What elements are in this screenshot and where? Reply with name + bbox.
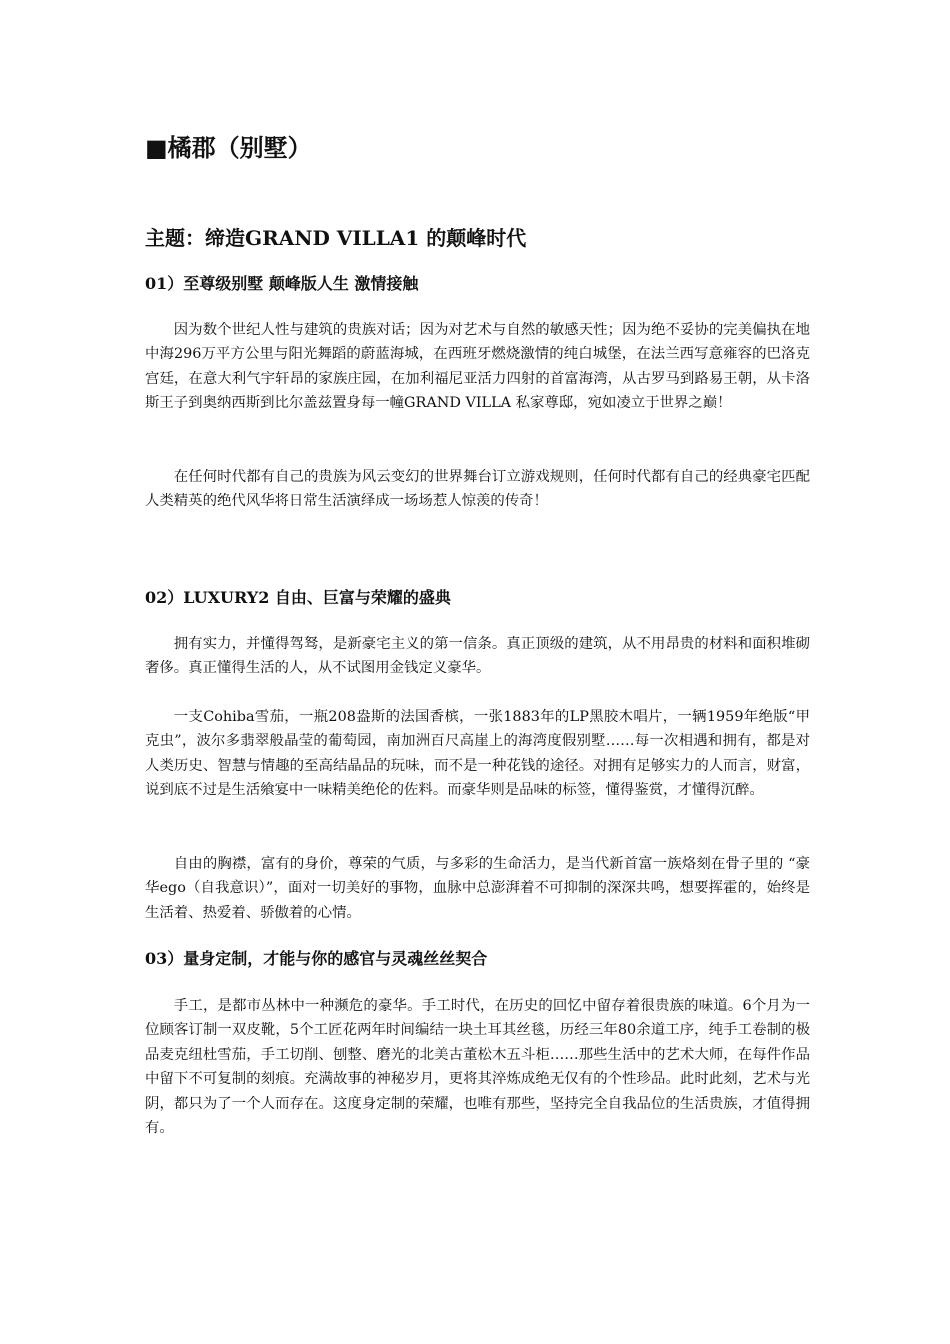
section-2-paragraph-3: 自由的胸襟，富有的身价，尊荣的气质，与多彩的生命活力，是当代新首富一族烙刻在骨子里的 “豪华ego（自我意识）”，面对一切美好的事物，血脉中总澎湃着不可抑制的深深共鸣，想要挥霍的，始终是生活着、热爱着、骄傲着的心情。 bbox=[145, 856, 810, 921]
section-1-heading: 01）至尊级别墅 颠峰版人生 激情接触 bbox=[145, 274, 419, 293]
section-1-paragraph-1: 因为数个世纪人性与建筑的贵族对话；因为对艺术与自然的敏感天性；因为绝不妥协的完美偏执在地中海296万平方公里与阳光舞蹈的蔚蓝海城，在西班牙燃烧激情的纯白城堡，在法兰西写意雍容的巴洛克宫廷，在意大利气宇轩昂的家族庄园，在加利福尼亚活力四射的首富海湾，从古罗马到路易王朝，从卡洛斯王子到奥纳西斯到比尔盖兹置身每一幢GRAND VILLA 私家尊邸，宛如凌立于世界之巅！ bbox=[145, 322, 810, 412]
section-3-paragraph-1: 手工，是都市丛林中一种濒危的豪华。手工时代，在历史的回忆中留存着很贵族的味道。6个月为一位顾客订制一双皮靴，5个工匠花两年时间编结一块土耳其丝毯，历经三年80余道工序，纯手工卷制的极品麦克纽杜雪茄，手工切削、刨整、磨光的北美古董松木五斗柜……那些生活中的艺术大师，在每件作品中留下不可复制的刻痕。充满故事的神秘岁月，更将其淬炼成绝无仅有的个性珍品。此时此刻，艺术与光阴，都只为了一个人而存在。这度身定制的荣耀，也唯有那些，坚持完全自我品位的生活贵族，才值得拥有。 bbox=[145, 998, 810, 1137]
section-3-heading: 03）量身定制，才能与你的感官与灵魂丝丝契合 bbox=[145, 949, 488, 968]
document-title: ■橘郡（别墅） bbox=[145, 133, 312, 162]
section-2-heading: 02）LUXURY2 自由、巨富与荣耀的盛典 bbox=[145, 588, 451, 607]
section-2-paragraph-1: 拥有实力，并懂得驾驽，是新豪宅主义的第一信条。真正顶级的建筑，从不用昂贵的材料和面积堆砌奢侈。真正懂得生活的人，从不试图用金钱定义豪华。 bbox=[145, 636, 810, 677]
section-1-paragraph-2: 在任何时代都有自己的贵族为风云变幻的世界舞台订立游戏规则，任何时代都有自己的经典豪宅匹配人类精英的绝代风华将日常生活演绎成一场场惹人惊羡的传奇！ bbox=[145, 469, 810, 510]
theme-heading: 主题：缔造GRAND VILLA1 的颠峰时代 bbox=[145, 226, 527, 250]
section-2-paragraph-2: 一支Cohiba雪茄，一瓶208盎斯的法国香槟，一张1883年的LP黑胶木唱片，一辆1959年绝版“甲克虫”，波尔多翡翠般晶莹的葡萄园，南加洲百尺高崖上的海湾度假别墅……每一次相遇和拥有，都是对人类历史、智慧与情趣的至高结晶品的玩味，而不是一种花钱的途径。对拥有足够实力的人而言，财富，说到底不过是生活飨宴中一味精美绝伦的佐料。而豪华则是品味的标签，懂得鉴赏，才懂得沉醉。 bbox=[145, 709, 810, 799]
